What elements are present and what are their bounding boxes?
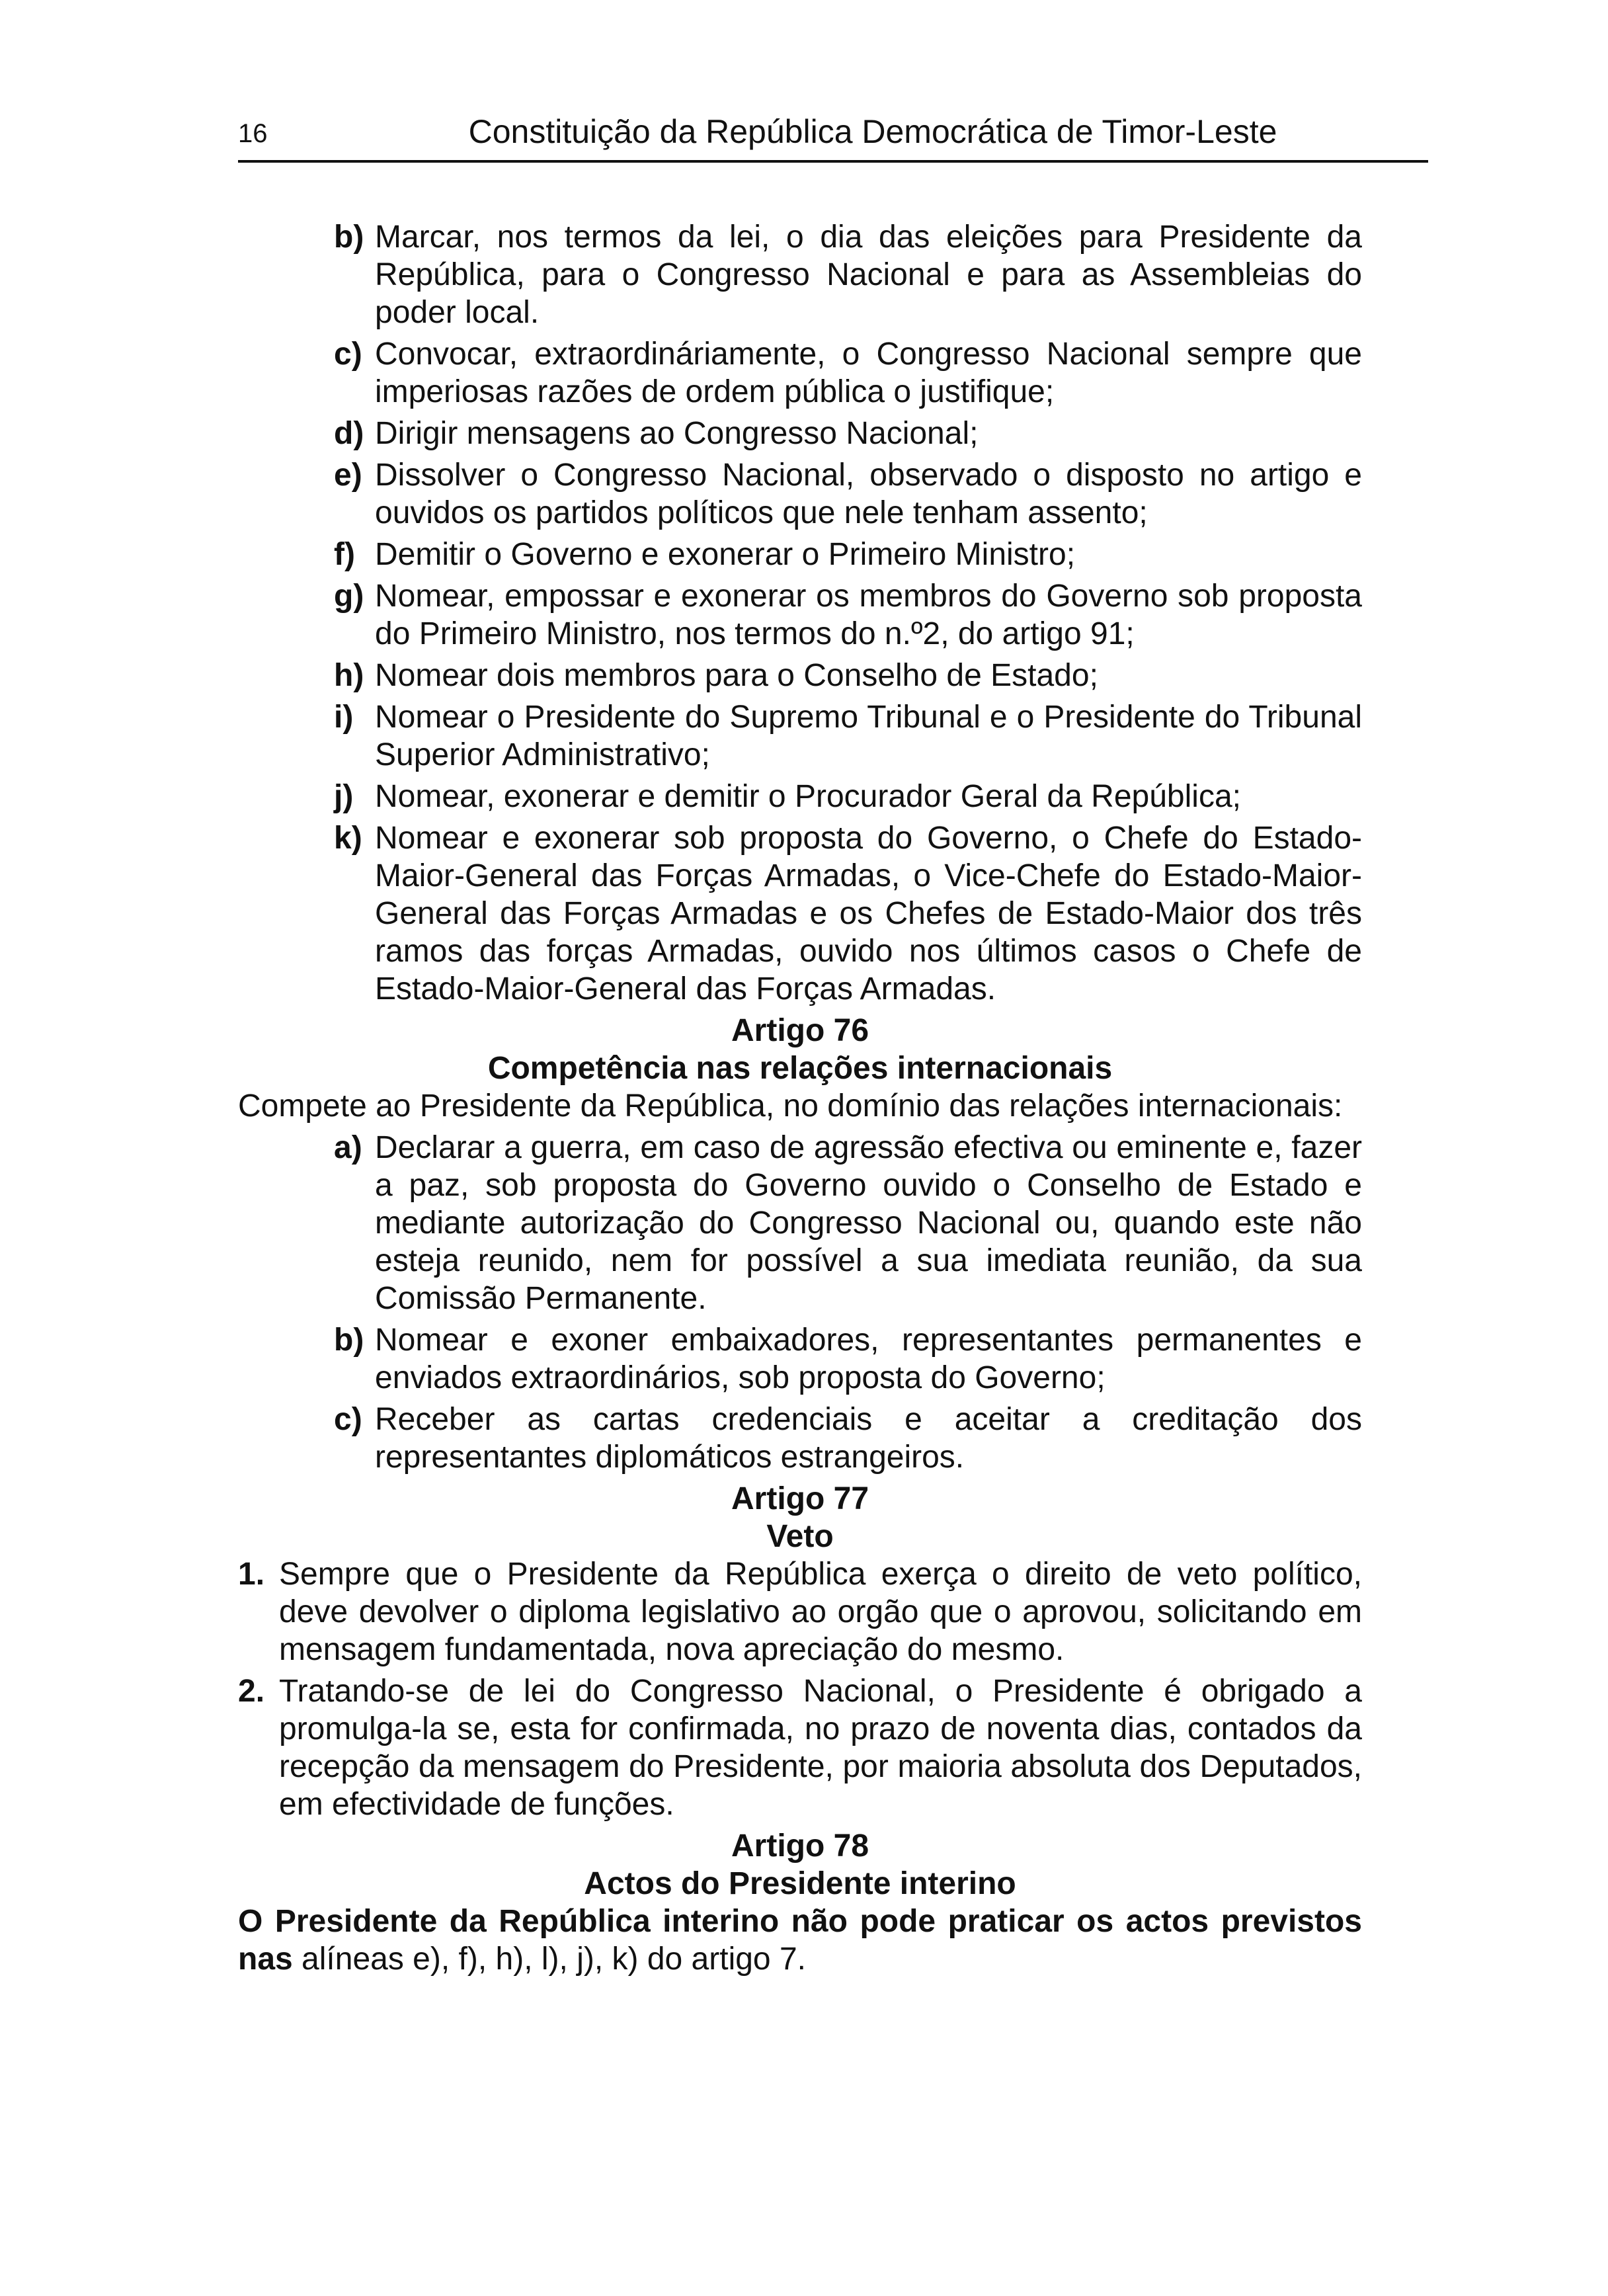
page-number: 16: [238, 119, 268, 148]
item-text: Sempre que o Presidente da República exerça o direito de veto político, deve devolver o diploma legislativo ao orgão que o aprovou, solicitando em mensagem fundamentada, nova apreciação do mesmo.: [279, 1557, 1362, 1667]
article-text-rest: alíneas e), f), h), l), j), k) do artigo 7.: [292, 1942, 806, 1977]
list-item: [334, 335, 1362, 411]
article-number: Artigo 78: [731, 1828, 869, 1864]
item-label: b): [334, 220, 364, 255]
item-text: Nomear e exoner embaixadores, representantes permanentes e enviados extraordinários, sob proposta do Governo;: [375, 1323, 1362, 1395]
item-text: Marcar, nos termos da lei, o dia das eleições para Presidente da República, para o Congresso Nacional e para as Assembleias do poder local.: [375, 220, 1362, 330]
item-label: j): [334, 779, 354, 814]
item-label: c): [334, 1402, 362, 1437]
item-label: i): [334, 700, 354, 735]
document-body: [238, 218, 1362, 1982]
item-text: Receber as cartas credenciais e aceitar a creditação dos representantes diplomáticos estrangeiros.: [375, 1402, 1362, 1475]
list-item: [334, 778, 1362, 815]
list-item: [334, 1401, 1362, 1476]
item-label: b): [334, 1323, 364, 1358]
list-item: [334, 698, 1362, 774]
article-heading: Veto: [766, 1519, 834, 1554]
list-presidential-powers: [238, 218, 1362, 1008]
article-heading: Actos do Presidente interino: [584, 1866, 1016, 1901]
list-item: [334, 577, 1362, 653]
item-label: h): [334, 658, 364, 693]
article-text: [238, 1903, 1362, 1978]
article-text-bold: O Presidente da República interino não pode praticar os actos previstos nas: [238, 1904, 1362, 1977]
item-label: d): [334, 416, 364, 451]
list-item: [238, 1672, 1362, 1823]
list-item: [334, 1129, 1362, 1317]
article-intro: Compete ao Presidente da República, no domínio das relações internacionais:: [238, 1088, 1343, 1124]
item-text: Tratando-se de lei do Congresso Nacional, o Presidente é obrigado a promulga-la se, esta for confirmada, no prazo de noventa dias, contados da recepção da mensagem do Presidente, por maioria absoluta dos Deputados, em efectividade de funções.: [279, 1674, 1362, 1822]
list-item: [238, 1555, 1362, 1668]
item-label: a): [334, 1130, 362, 1165]
item-label: e): [334, 458, 362, 493]
item-text: Dissolver o Congresso Nacional, observado o disposto no artigo e ouvidos os partidos políticos que nele tenham assento;: [375, 458, 1362, 530]
item-text: Nomear, empossar e exonerar os membros do Governo sob proposta do Primeiro Ministro, nos termos do n.º2, do artigo 91;: [375, 579, 1362, 651]
header-rule: [238, 160, 1428, 163]
item-label: g): [334, 579, 364, 614]
item-text: Declarar a guerra, em caso de agressão efectiva ou eminente e, fazer a paz, sob proposta do Governo ouvido o Conselho de Estado e mediante autorização do Congresso Nacional ou, quando este não esteja reunido, nem for possível a sua imediata reunião, da sua Comissão Permanente.: [375, 1130, 1362, 1316]
page-header: [238, 112, 1428, 165]
list-item: [334, 456, 1362, 532]
item-label: c): [334, 337, 362, 372]
running-title: Constituição da República Democrática de Timor-Leste: [468, 113, 1277, 150]
item-label: k): [334, 821, 362, 856]
list-item: [334, 657, 1362, 694]
item-text: Nomear o Presidente do Supremo Tribunal e o Presidente do Tribunal Superior Administrativo;: [375, 700, 1362, 772]
list-item: [334, 1321, 1362, 1397]
article-number: Artigo 76: [731, 1013, 869, 1048]
list-item: [334, 819, 1362, 1008]
item-label: 2.: [238, 1674, 265, 1709]
item-text: Nomear e exonerar sob proposta do Governo, o Chefe do Estado-Maior-General das Forças Armadas, o Vice-Chefe do Estado-Maior-General das Forças Armadas e os Chefes de Estado-Maior dos três ramos das forças Armadas, ouvido nos últimos casos o Chefe de Estado-Maior-General das Forças Armadas.: [375, 821, 1362, 1006]
item-text: Dirigir mensagens ao Congresso Nacional;: [375, 416, 979, 451]
item-label: 1.: [238, 1557, 265, 1592]
item-label: f): [334, 537, 355, 572]
article-number: Artigo 77: [731, 1481, 869, 1516]
item-text: Convocar, extraordináriamente, o Congresso Nacional sempre que imperiosas razões de ordem pública o justifique;: [375, 337, 1362, 409]
list-item: [334, 218, 1362, 331]
list-item: [334, 415, 1362, 452]
item-text: Demitir o Governo e exonerar o Primeiro Ministro;: [375, 537, 1076, 572]
article-76: [238, 1012, 1362, 1476]
article-78: [238, 1827, 1362, 1978]
list-item: [334, 536, 1362, 573]
article-heading: Competência nas relações internacionais: [487, 1051, 1113, 1086]
item-text: Nomear, exonerar e demitir o Procurador Geral da República;: [375, 779, 1241, 814]
article-77: [238, 1480, 1362, 1823]
item-text: Nomear dois membros para o Conselho de Estado;: [375, 658, 1098, 693]
